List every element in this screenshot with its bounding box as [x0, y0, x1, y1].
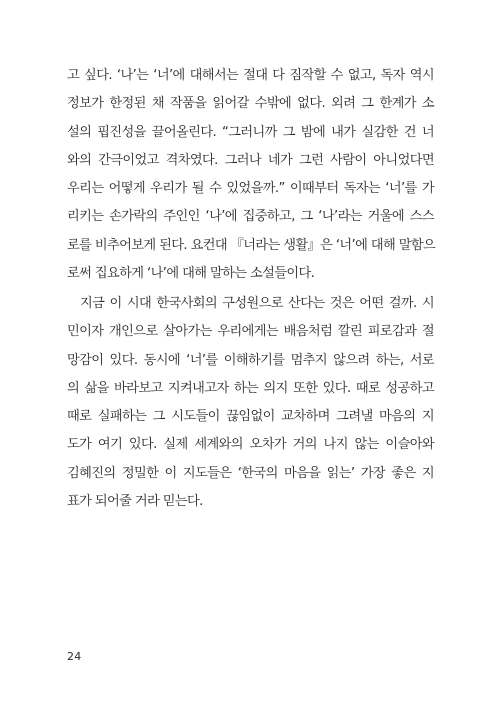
paragraph-1 [67, 62, 434, 288]
paragraph-2 [67, 290, 434, 516]
paragraph-2-line: 도가 여기 있다. 실제 세계와의 오차가 거의 나지 않는 이슬아와 [67, 437, 434, 453]
paragraph-2-line: 지금 이 시대 한국사회의 구성원으로 산다는 것은 어떤 걸까. 시 [80, 296, 434, 311]
paragraph-1-line: 로써 집요하게 ‘나’에 대해 말하는 소설들이다. [67, 266, 315, 282]
paragraph-2-line: 표가 되어줄 거라 믿는다. [67, 494, 203, 510]
paragraph-1-line: 우리는 어떻게 우리가 될 수 있었을까.” 이때부터 독자는 ‘너’를 가 [67, 181, 434, 197]
paragraph-1-line: 리키는 손가락의 주인인 ‘나’에 집중하고, 그 ‘나’라는 거울에 스스 [67, 209, 434, 225]
paragraph-1-line: 와의 간극이었고 격차였다. 그러나 네가 그런 사람이 아니었다면 [67, 152, 434, 168]
paragraph-2-line: 의 삶을 바라보고 지켜내고자 하는 의지 또한 있다. 때로 성공하고 [67, 380, 434, 396]
paragraph-1-line: 설의 핍진성을 끌어올린다. “그러니까 그 밤에 내가 실감한 건 너 [67, 124, 434, 140]
paragraph-2-line: 때로 실패하는 그 시도들이 끊임없이 교차하며 그려낼 마음의 지 [67, 409, 434, 425]
paragraph-2-line: 김혜진의 정밀한 이 지도들은 ‘한국의 마음을 읽는’ 가장 좋은 지 [67, 465, 434, 481]
paragraph-2-line: 민이자 개인으로 살아가는 우리에게는 배음처럼 깔린 피로감과 절 [67, 324, 434, 340]
paragraph-1-line: 고 싶다. ‘나’는 ‘너’에 대해서는 절대 다 짐작할 수 없고, 독자 역시 [67, 68, 434, 83]
paragraph-1-line: 정보가 한정된 채 작품을 읽어갈 수밖에 없다. 외려 그 한계가 소 [67, 96, 434, 112]
page-number: 24 [67, 650, 82, 663]
paragraph-2-line: 망감이 있다. 동시에 ‘너’를 이해하기를 멈추지 않으려 하는, 서로 [67, 352, 434, 368]
paragraph-1-line: 로를 비추어보게 된다. 요컨대 『너라는 생활』은 ‘너’에 대해 말함으 [67, 237, 436, 253]
